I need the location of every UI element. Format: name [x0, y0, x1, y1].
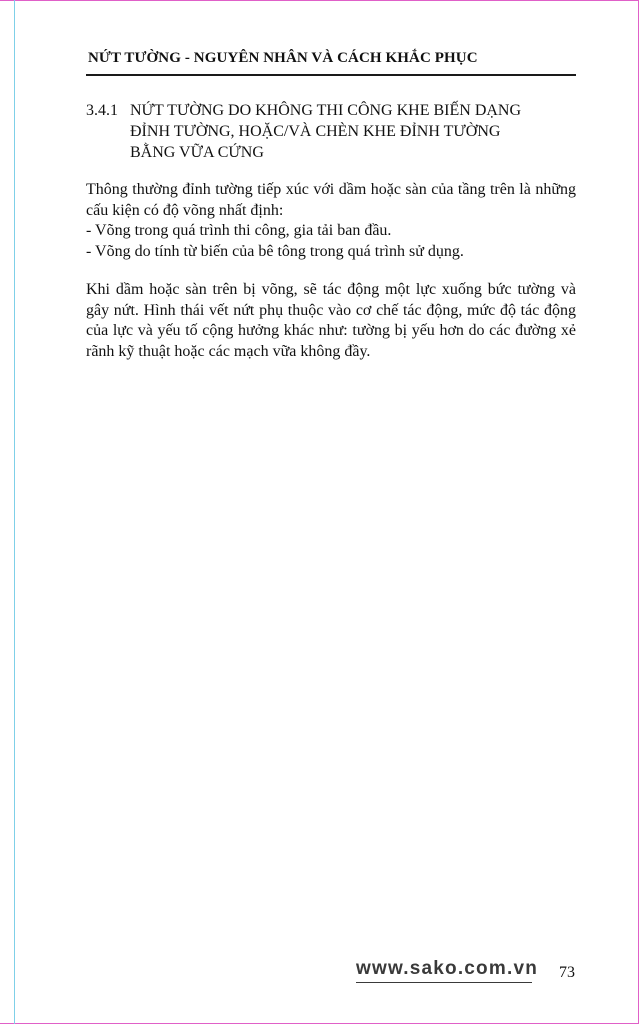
paragraph-line: Thông thường đỉnh tường tiếp xúc với dầm hoặc sàn của tầng trên là những: [86, 181, 576, 198]
running-header-title: NỨT TƯỜNG - NGUYÊN NHÂN VÀ CÁCH KHẮC PHỤC: [88, 50, 478, 66]
footer-url-underline: [356, 982, 532, 983]
bullet-item: - Võng do tính từ biến của bê tông trong quá trình sử dụng.: [86, 242, 464, 260]
left-margin-rule: [14, 0, 15, 1024]
section-title-line: NỨT TƯỜNG DO KHÔNG THI CÔNG KHE BIẾN DẠNG: [130, 102, 522, 119]
header-rule: [86, 74, 576, 76]
page-number: 73: [559, 964, 575, 981]
section-title-line: BẰNG VỮA CỨNG: [130, 144, 264, 161]
section-title-line: ĐỈNH TƯỜNG, HOẶC/VÀ CHÈN KHE ĐỈNH TƯỜNG: [130, 123, 501, 140]
section-number: 3.4.1: [86, 102, 118, 119]
paragraph-line: của lực và yếu tố cộng hưởng khác như: tường bị yếu hơn do các đường xẻ: [86, 322, 576, 339]
paragraph-line: rãnh kỹ thuật hoặc các mạch vữa không đầy.: [86, 342, 371, 360]
footer-website-link[interactable]: www.sako.com.vn: [356, 958, 539, 979]
paragraph-line: Khi dầm hoặc sàn trên bị võng, sẽ tác động một lực xuống bức tường và: [86, 281, 576, 298]
paragraph-deflection-causes: [86, 180, 576, 262]
paragraph-line: cấu kiện có độ võng nhất định:: [86, 201, 284, 219]
section-title: [130, 100, 550, 163]
bullet-item: - Võng trong quá trình thi công, gia tải ban đầu.: [86, 222, 392, 239]
paragraph-line: gây nứt. Hình thái vết nứt phụ thuộc vào cơ chế tác động, mức độ tác động: [86, 301, 576, 319]
paragraph-crack-mechanism: [86, 280, 576, 362]
